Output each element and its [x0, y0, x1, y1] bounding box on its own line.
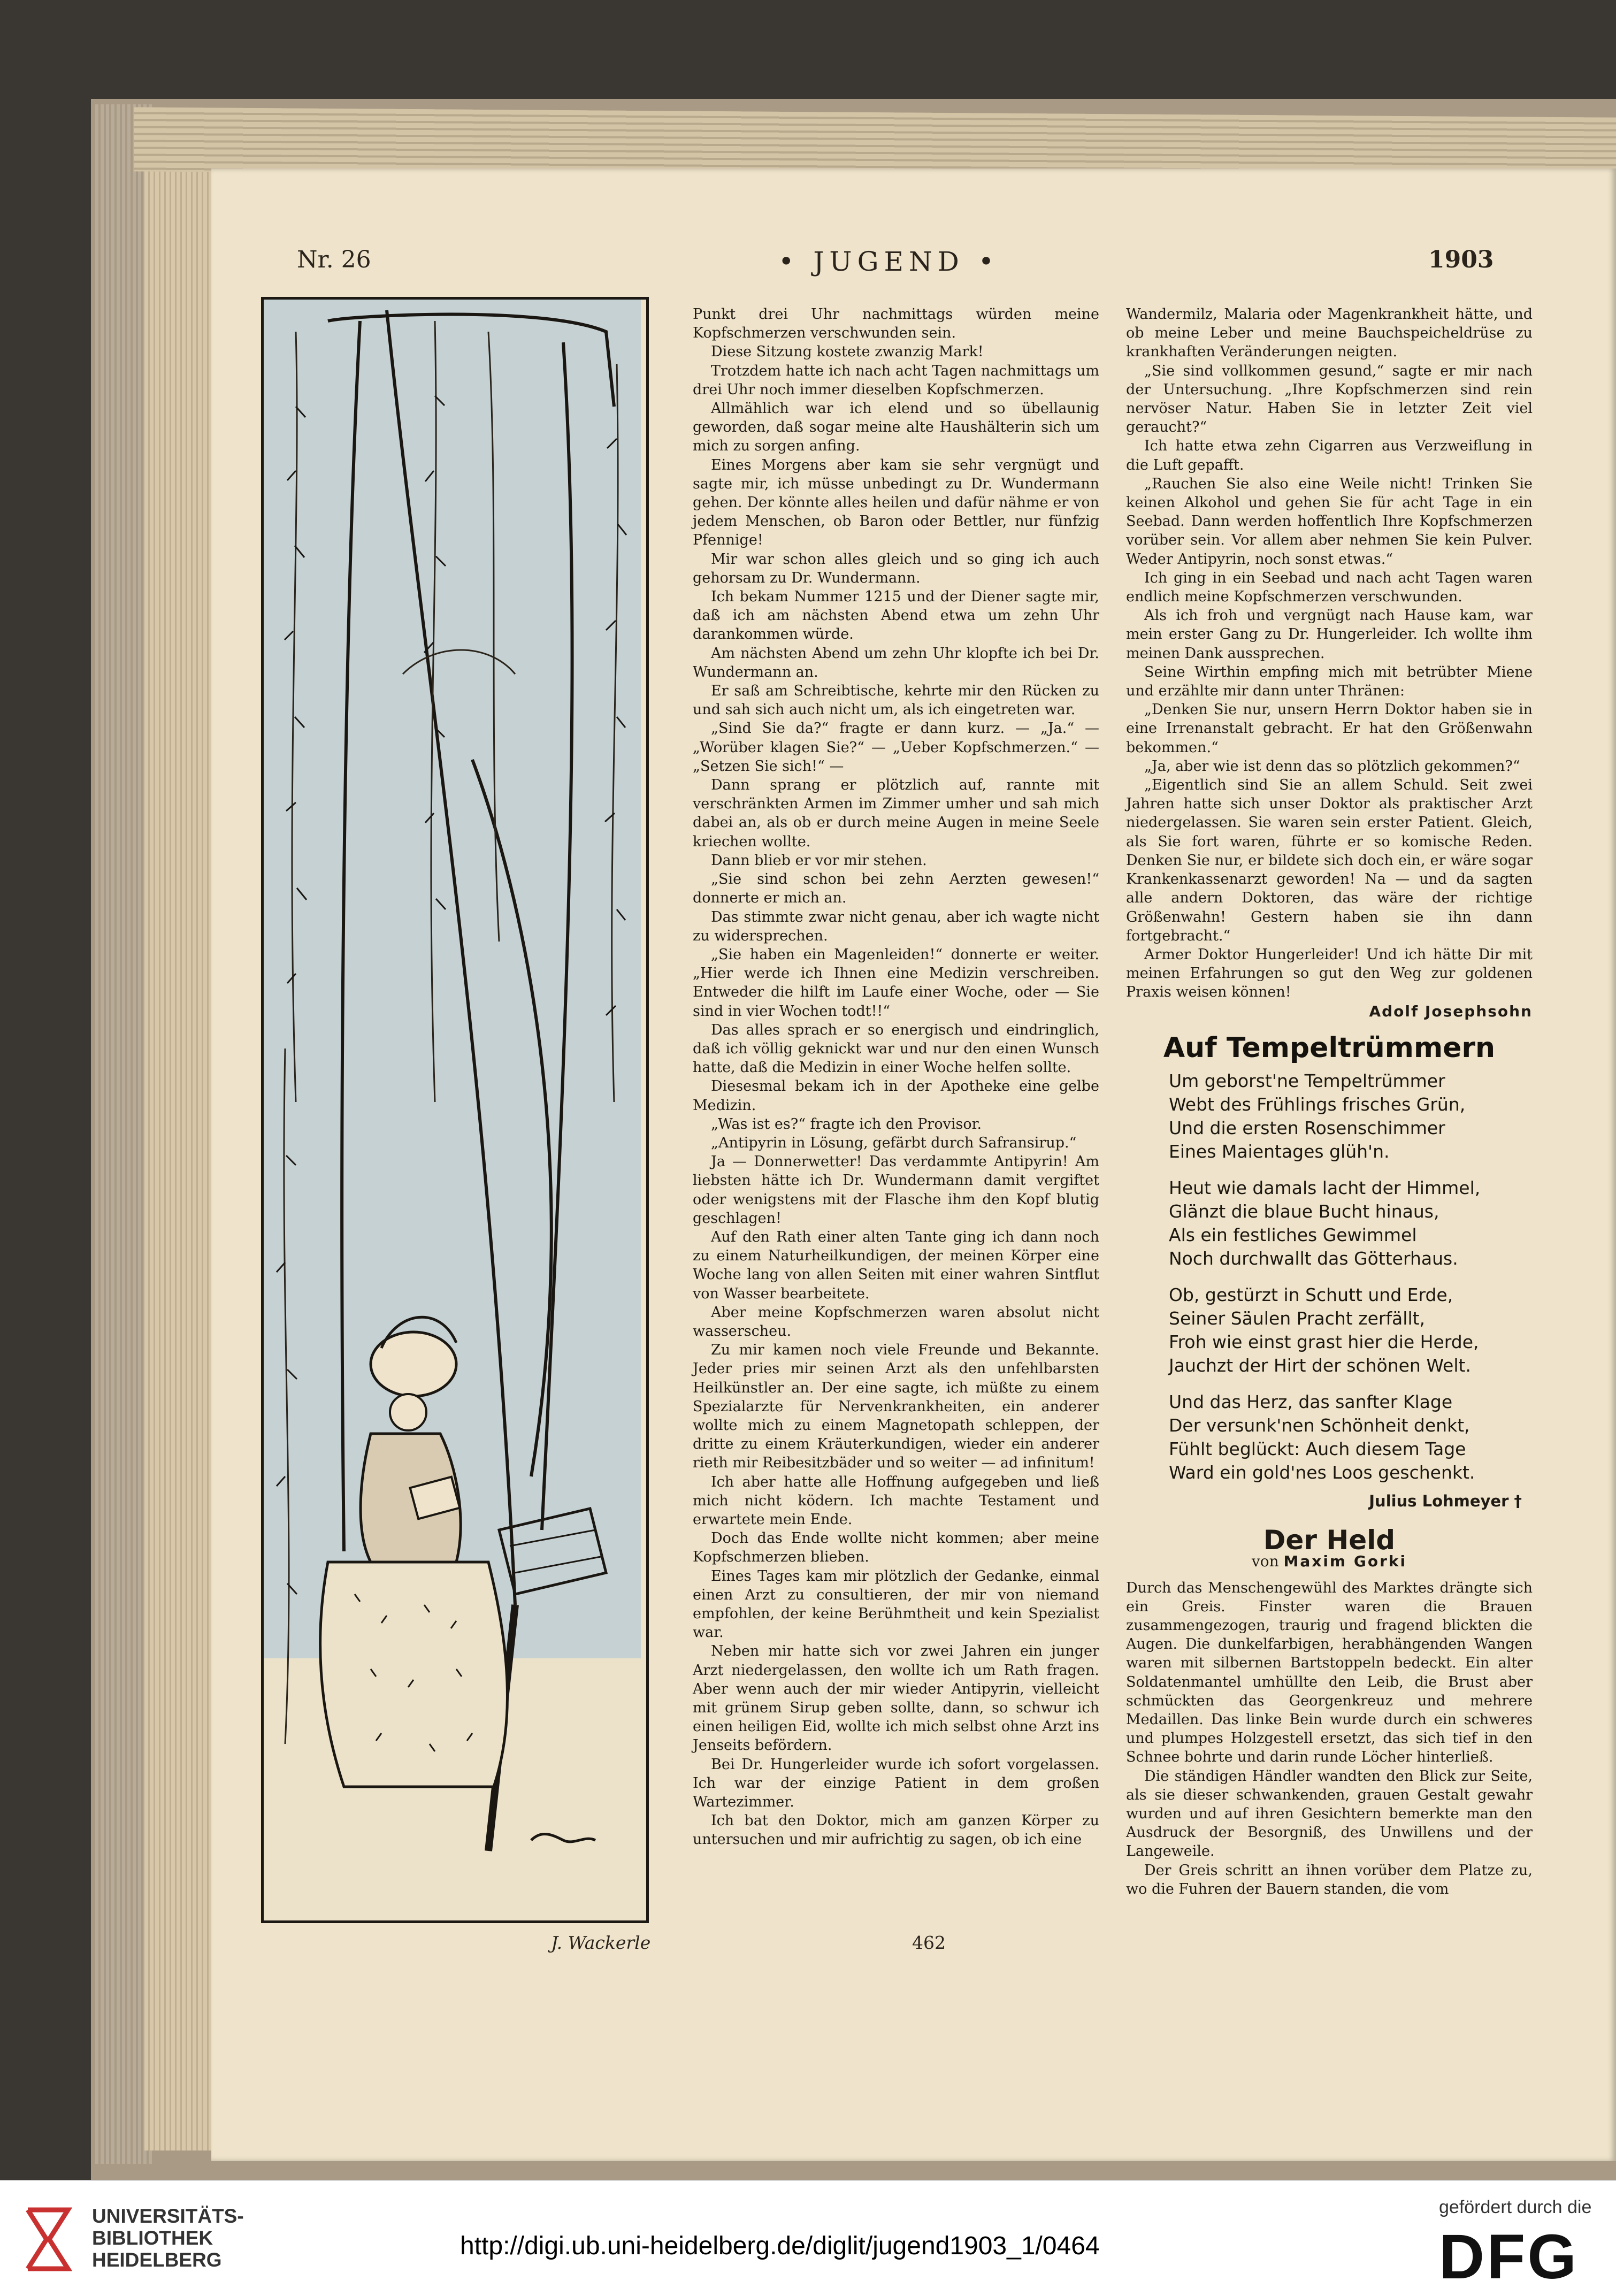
paragraph: Ich hatte etwa zehn Cigarren aus Verzweiflung in die Luft gepafft. — [1126, 438, 1533, 473]
permalink-url[interactable]: http://digi.ub.uni-heidelberg.de/diglit/jugend1903_1/0464 — [460, 2232, 1100, 2260]
issue-year: 1903 — [1428, 246, 1494, 273]
poem-line: Und das Herz, das sanfter Klage — [1169, 1391, 1453, 1412]
paragraph: Die ständigen Händler wandten den Blick zur Seite, als sie dieser schwankenden, grauen Gestalt gewahr wurden und auf ihren Gesichtern bemerkte man den Ausdruck der Besorgniß, des Unwillens und der Langeweile. — [1126, 1767, 1533, 1860]
paragraph: Eines Morgens aber kam sie sehr vergnügt und sagte mir, ich müsse unbedingt zu Dr. Wundermann gehen. Der könnte alles heilen und dafür nähme er von jedem Menschen, ob Baron oder Bettler, nur fünfzig Pfennige! — [693, 456, 1099, 549]
poem-line: Um geborst'ne Tempeltrümmer — [1169, 1070, 1445, 1091]
paragraph: Allmählich war ich elend und so übellaunig geworden, daß sogar meine alte Haushälterin sich um mich zu sorgen anfing. — [693, 400, 1099, 455]
paragraph: Dann sprang er plötzlich auf, rannte mit verschränkten Armen im Zimmer umher und sah mich dabei an, als ob er durch meine Augen in meine Seele kriechen wollte. — [693, 777, 1099, 850]
poem-line: Und die ersten Rosenschimmer — [1169, 1117, 1445, 1138]
byline-prefix: von — [1251, 1552, 1279, 1571]
paragraph: Armer Doktor Hungerleider! Und ich hätte Dir mit meinen Erfahrungen so gut den Weg zur goldenen Praxis weisen können! — [1126, 946, 1533, 1001]
paragraph: Das alles sprach er so energisch und eindringlich, daß ich völlig geknickt war und nur den einen Wunsch hatte, daß die Medizin in einer Woche helfen sollte. — [693, 1021, 1099, 1076]
article-author: Adolf Josephsohn — [1369, 1002, 1533, 1020]
paragraph: Mir war schon alles gleich und so ging ich auch gehorsam zu Dr. Wundermann. — [693, 550, 1099, 586]
paragraph: „Sind Sie da?“ fragte er dann kurz. — „Ja.“ — „Worüber klagen Sie?“ — „Ueber Kopfschmerzen.“ — „Setzen Sie sich!“ — — [693, 720, 1099, 775]
poem-line: Fühlt beglückt: Auch diesem Tage — [1169, 1438, 1466, 1459]
paragraph: Eines Tages kam mir plötzlich der Gedanke, einmal einen Arzt zu consultieren, der mir von niemand empfohlen, der keine Berühmtheit und kein Spezialist war. — [693, 1567, 1099, 1641]
article-column-1 — [693, 305, 1099, 1849]
illustration-woman-on-swing — [261, 297, 649, 1923]
poem-line: Froh wie einst grast hier die Herde, — [1169, 1331, 1479, 1352]
paragraph: Bei Dr. Hungerleider wurde ich sofort vorgelassen. Ich war der einzige Patient in dem großen Wartezimmer. — [693, 1756, 1099, 1811]
poem-line: Glänzt die blaue Bucht hinaus, — [1169, 1200, 1439, 1222]
poem-line: Der versunk'nen Schönheit denkt, — [1169, 1414, 1470, 1436]
paragraph: Dann blieb er vor mir stehen. — [711, 852, 927, 869]
paragraph: Als ich froh und vergnügt nach Hause kam, war mein erster Gang zu Dr. Hungerleider. Ich wollte ihm meinen Dank aussprechen. — [1126, 607, 1533, 662]
paragraph: Am nächsten Abend um zehn Uhr klopfte ich bei Dr. Wundermann an. — [693, 645, 1099, 680]
paragraph: Ich aber hatte alle Hoffnung aufgegeben und ließ mich nicht ködern. Ich machte Testament und erwartete mein Ende. — [693, 1473, 1099, 1528]
paragraph: Doch das Ende wollte nicht kommen; aber meine Kopfschmerzen blieben. — [693, 1530, 1099, 1566]
paragraph: Ich ging in ein Seebad und nach acht Tagen waren endlich meine Kopfschmerzen verschwunden. — [1126, 569, 1533, 606]
poem-stanza — [1169, 1069, 1533, 1164]
paragraph: „Was ist es?“ fragte ich den Provisor. — [711, 1115, 982, 1132]
poem-author: Julius Lohmeyer † — [1369, 1491, 1522, 1510]
paragraph: „Ja, aber wie ist denn das so plötzlich gekommen?“ — [1144, 757, 1520, 775]
illustration-artist: J. Wackerle — [551, 1932, 651, 1953]
library-logo-icon — [17, 2199, 80, 2279]
poem-stanza — [1169, 1390, 1533, 1484]
paragraph: Ich bat den Doktor, mich am ganzen Körper zu untersuchen und mir aufrichtig zu sagen, ob ich eine — [693, 1812, 1099, 1848]
paragraph: „Denken Sie nur, unsern Herrn Doktor haben sie in eine Irrenanstalt gebracht. Er hat den Größenwahn bekommen.“ — [1126, 701, 1533, 756]
poem-line: Webt des Frühlings frisches Grün, — [1169, 1093, 1466, 1115]
paragraph: „Sie sind vollkommen gesund,“ sagte er mir nach der Untersuchung. „Ihre Kopfschmerzen sind rein nervöser Natur. Haben Sie in letzter Zeit viel geraucht?“ — [1126, 362, 1533, 436]
paragraph: „Sie sind schon bei zehn Aerzten gewesen!“ donnerte er mich an. — [693, 871, 1099, 907]
poem-line: Ob, gestürzt in Schutt und Erde, — [1169, 1284, 1453, 1305]
paragraph: Er saß am Schreibtische, kehrte mir den Rücken zu und sah sich auch nicht um, als ich eingetreten war. — [693, 683, 1099, 718]
paragraph: Der Greis schritt an ihnen vorüber dem Platze zu, wo die Fuhren der Bauern standen, die vom — [1126, 1862, 1533, 1897]
poem-line: Heut wie damals lacht der Himmel, — [1169, 1177, 1481, 1198]
paragraph: „Sie haben ein Magenleiden!“ donnerte er weiter. „Hier werde ich Ihnen eine Medizin verschreiben. Entweder die hilft im Laufe einer Woche, oder — Sie sind in vier Wochen todt!!“ — [693, 946, 1099, 1020]
dfg-logo: DFG — [1439, 2222, 1579, 2292]
paragraph: Wandermilz, Malaria oder Magenkrankheit hätte, und ob meine Leber und meine Bauchspeicheldrüse zu krankhaften Veränderungen neigten. — [1126, 306, 1533, 361]
paragraph: Diesesmal bekam ich in der Apotheke eine gelbe Medizin. — [693, 1078, 1099, 1114]
paragraph: Diese Sitzung kostete zwanzig Mark! — [711, 343, 984, 361]
paragraph: „Rauchen Sie also eine Weile nicht! Trinken Sie keinen Alkohol und gehen Sie für acht Tage in ein Seebad. Dann werden hoffentlich Ihre Kopfschmerzen vorüber sein. Vor allem aber nehmen Sie kein Pulver. Weder Antipyrin, noch sonst etwas.“ — [1126, 475, 1533, 568]
poem-line: Eines Maientages glüh'n. — [1169, 1141, 1390, 1162]
page-number: 462 — [912, 1932, 946, 1953]
story-byline — [1126, 1552, 1533, 1571]
poem-line: Als ein festliches Gewimmel — [1169, 1224, 1417, 1245]
paragraph: Aber meine Kopfschmerzen waren absolut nicht wasserscheu. — [693, 1304, 1099, 1340]
poem-line: Jauchzt der Hirt der schönen Welt. — [1169, 1354, 1471, 1376]
funding-note: gefördert durch die — [1439, 2197, 1592, 2217]
paragraph: Zu mir kamen noch viele Freunde und Bekannte. Jeder pries mir seinen Arzt als den unfehlbarsten Heilkünstler an. Der eine sagte, ich müßte zu einem Spezialarzte für Nervenkrankheiten, ein anderer wollte mich zu einem Magnetopath schleppen, der dritte zu einem Kräuterkundigen, wieder ein anderer rieth mir Reibesitzbäder und so weiter — ad infinitum! — [693, 1342, 1099, 1472]
story-title: Der Held — [1263, 1525, 1396, 1556]
viewer-footer — [0, 2180, 1616, 2296]
paragraph: Neben mir hatte sich vor zwei Jahren ein junger Arzt niedergelassen, den wollte ich um Rath fragen. Aber wenn auch der mir wieder Antipyrin, vielleicht mit grünem Sirup geben sollte, dann, so schwur ich einen heiligen Eid, wollte ich mich selbst ohne Arzt ins Jenseits befördern. — [693, 1643, 1099, 1754]
story-author: Maxim Gorki — [1283, 1552, 1407, 1571]
poem-line: Noch durchwallt das Götterhaus. — [1169, 1248, 1458, 1269]
paragraph: „Eigentlich sind Sie an allem Schuld. Seit zwei Jahren hatte sich unser Doktor als praktischer Arzt niedergelassen. Sie waren sein erster Patient. Gleich, als Sie fort waren, führte er so komische Reden. Denken Sie nur, er bildete sich doch ein, er wäre sogar Krankenkassenarzt geworden! Na — und da sagten alle andern Doktoren, das wäre der richtige Größenwahn! Gestern haben sie ihn dann fortgebracht.“ — [1126, 777, 1533, 944]
paragraph: Durch das Menschengewühl des Marktes drängte sich ein Greis. Finster waren die Brauen zusammengezogen, traurig und fragend blickten die Augen. Die dunkelfarbigen, herabhängenden Wangen waren mit silbernen Bartstoppeln bedeckt. Ein alter Soldatenmantel umhüllte den Leib, die Brust aber schmückten das Georgenkreuz und mehrere Medaillen. Das linke Bein wurde durch ein schweres und plumpes Holzgestell ersetzt, das sich tief in den Schnee bohrte und darin runde Löcher hinterließ. — [1126, 1579, 1533, 1766]
poem-stanza — [1169, 1283, 1533, 1377]
magazine-title: • JUGEND • — [778, 246, 1000, 277]
page-stack-left — [144, 139, 219, 2150]
poem-stanza — [1169, 1176, 1533, 1271]
paragraph: Das stimmte zwar nicht genau, aber ich wagte nicht zu widersprechen. — [693, 908, 1099, 944]
paragraph: Auf den Rath einer alten Tante ging ich dann noch zu einem Naturheilkundigen, der meinen Körper eine Woche lang von allen Seiten mit einer wahren Sintflut von Wasser bearbeitete. — [693, 1228, 1099, 1302]
article-column-2 — [1126, 305, 1533, 1899]
paragraph: Ich bekam Nummer 1215 und der Diener sagte mir, daß ich am nächsten Abend etwa um zehn Uhr darankommen würde. — [693, 588, 1099, 643]
issue-number: Nr. 26 — [297, 246, 371, 273]
paragraph: Seine Wirthin empfing mich mit betrübter Miene und erzählte mir dann unter Thränen: — [1126, 663, 1533, 700]
poem-line: Ward ein gold'nes Loos geschenkt. — [1169, 1461, 1475, 1483]
poem-title: Auf Tempeltrümmern — [1163, 1031, 1496, 1064]
paragraph: „Antipyrin in Lösung, gefärbt durch Safransirup.“ — [711, 1134, 1077, 1151]
library-name: UNIVERSITÄTS- BIBLIOTHEK HEIDELBERG — [92, 2205, 244, 2271]
poem-line: Seiner Säulen Pracht zerfällt, — [1169, 1307, 1426, 1329]
paragraph: Ja — Donnerwetter! Das verdammte Antipyrin! Am liebsten hätte ich Dr. Wundermann damit vergiftet oder wenigstens mit der Flasche ihm den Kopf blutig geschlagen! — [693, 1153, 1099, 1227]
paragraph: Trotzdem hatte ich nach acht Tagen nachmittags um drei Uhr noch immer dieselben Kopfschmerzen. — [693, 362, 1099, 398]
paragraph: Punkt drei Uhr nachmittags würden meine Kopfschmerzen verschwunden sein. — [693, 306, 1099, 342]
